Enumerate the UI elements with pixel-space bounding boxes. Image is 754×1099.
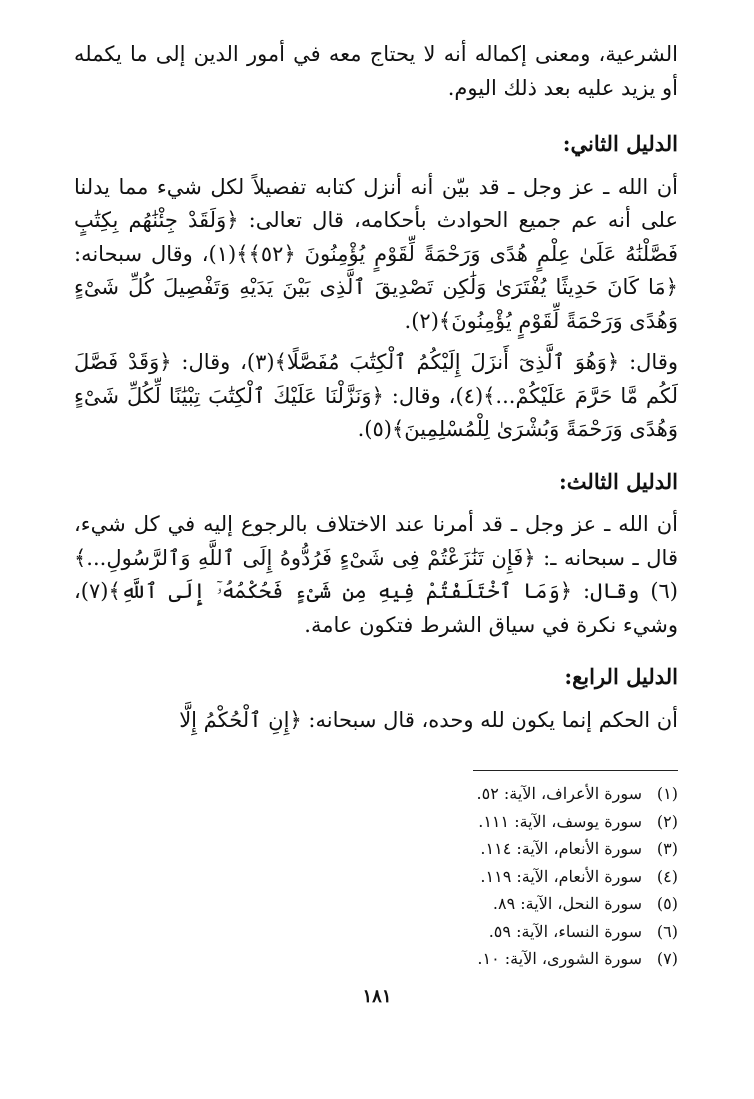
footnote-text: سورة الأنعام، الآية: ١١٩. <box>480 866 642 886</box>
second-proof-paragraph-2: وقال: ﴿وَهُوَ ٱلَّذِىٓ أَنزَلَ إِلَيْكُمُ ٱلْكِتَٰبَ مُفَصَّلًا﴾(٣)، وقال: ﴿وَقَدْ فَصَّلَ لَكُم مَّا حَرَّمَ عَلَيْكُمْ...﴾(٤)، وقال: ﴿وَنَزَّلْنَا عَلَيْكَ ٱلْكِتَٰبَ تِبْيَٰنًا لِّكُلِّ شَىْءٍ وَهُدًى وَرَحْمَةً وَبُشْرَىٰ لِلْمُسْلِمِينَ﴾(٥). <box>74 350 678 441</box>
footnote-item <box>477 863 678 891</box>
footnote-text: سورة يوسف، الآية: ١١١. <box>478 811 642 831</box>
footnote-item <box>477 780 678 808</box>
footnote-number: (٣) <box>656 839 678 858</box>
footnote-item <box>477 945 678 973</box>
footnote-text: سورة الشورى، الآية: ١٠. <box>477 949 642 968</box>
footnote-number: (٥) <box>656 894 678 913</box>
footnote-number: (٧) <box>656 949 678 968</box>
footnote-item <box>477 918 678 946</box>
footnote-item <box>477 808 678 836</box>
footnote-text: سورة الأنعام، الآية: ١١٤. <box>480 839 642 858</box>
section-heading-second: الدليل الثاني: <box>562 131 678 156</box>
footnote-text: سورة الأعراف، الآية: ٥٢. <box>476 784 642 803</box>
footnote-text: سورة النحل، الآية: ٨٩. <box>492 894 642 913</box>
footnote-item <box>477 835 678 863</box>
page-number: ١٨١ <box>362 986 392 1007</box>
footnote-text: سورة النساء، الآية: ٥٩. <box>488 921 642 941</box>
footnote-number: (٦) <box>656 921 678 941</box>
intro-paragraph: الشرعية، ومعنى إكماله أنه لا يحتاج معه في أمور الدين إلى ما يكمله أو يزيد عليه بعد ذلك اليوم. <box>74 42 678 100</box>
footnote-divider <box>473 770 678 771</box>
section-heading-fourth: الدليل الرابع: <box>564 664 678 689</box>
footnote-number: (٢) <box>656 811 678 831</box>
fourth-proof-paragraph: أن الحكم إنما يكون لله وحده، قال سبحانه: ﴿إِنِ ٱلْحُكْمُ إِلَّا <box>179 707 678 732</box>
section-heading-third: الدليل الثالث: <box>559 468 678 494</box>
third-proof-paragraph: أن الله ـ عز وجل ـ قد أمرنا عند الاختلاف بالرجوع إليه في كل شيء، قال ـ سبحانه ـ: ﴿فَإِن تَنَٰزَعْتُمْ فِى شَىْءٍ فَرُدُّوهُ إِلَى ٱللَّهِ وَٱلرَّسُولِ...﴾(٦) وقال: ﴿وَمَا ٱخْتَلَفْتُمْ فِيهِ مِن شَىْءٍ فَحُكْمُهُۥٓ إِلَى ٱللَّهِ﴾(٧)، وشيء نكرة في سياق الشرط فتكون عامة. <box>74 512 678 637</box>
footnote-number: (٤) <box>656 866 678 886</box>
second-proof-paragraph-1: أن الله ـ عز وجل ـ قد بيّن أنه أنزل كتابه تفصيلاً لكل شيء مما يدلنا على أنه عم جميع الحوادث بأحكامه، قال تعالى: ﴿وَلَقَدْ جِئْنَٰهُم بِكِتَٰبٍ فَصَّلْنَٰهُ عَلَىٰ عِلْمٍ هُدًى وَرَحْمَةً لِّقَوْمٍ يُؤْمِنُونَ ﴿٥٢﴾﴾(١)، وقال سبحانه: ﴿مَا كَانَ حَدِيثًا يُفْتَرَىٰ وَلَٰكِن تَصْدِيقَ ٱلَّذِى بَيْنَ يَدَيْهِ وَتَفْصِيلَ كُلِّ شَىْءٍ وَهُدًى وَرَحْمَةً لِّقَوْمٍ يُؤْمِنُونَ﴾(٢). <box>74 174 678 333</box>
footnote-item <box>477 890 678 918</box>
footnote-number: (١) <box>656 784 678 803</box>
footnotes-list <box>477 780 678 973</box>
